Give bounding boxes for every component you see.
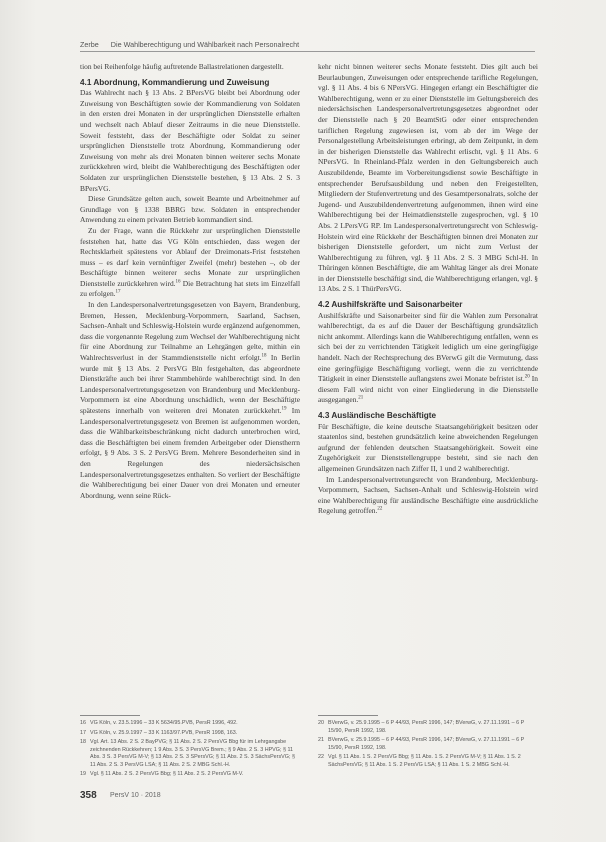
paragraph: Das Wahlrecht nach § 13 Abs. 2 BPersVG bleibt bei Abordnung oder Zuweisung von Beschäftigten sowie der Kommandierung von Soldaten in den ersten drei Monaten in der ursprünglichen Dienststelle erhalten und wechselt nach Ablauf dieser Zeitraums in die neue Dienststelle. Soweit feststeht, dass der Beschäftigte oder Soldat zu seiner ursprünglichen Dienststelle trotz Abordnung, Kommandierung oder Zuweisung von mehr als drei Monaten binnen weiterer sechs Monate zurückkehren wird, bleibt die Wahlberechtigung des Beschäftigten oder Soldaten zur ursprünglichen Dienststelle bestehen, § 13 Abs. 2 S. 3 BPersVG.	[80, 88, 300, 193]
footnote	[318, 720, 538, 735]
footnote-ref: 19	[281, 406, 287, 412]
paragraph: Für Beschäftigte, die keine deutsche Staatsangehörigkeit besitzen oder staatenlos sind, bestehen grundsätzlich keine abweichenden Regelungen aufgrund der fehlenden deutschen Staatsangehörigkeit. Soweit eine Zugehörigkeit zur Dienststellengruppe besteht, sind sie nach den allgemeinen Grundsätzen nach Ziffer II, 1 und 2 wahlberechtigt.	[318, 421, 538, 473]
running-header	[80, 40, 535, 52]
footnote-text: Vgl. Art. 13 Abs. 2 S. 2 BayPVG; § 11 Abs. 2 S. 2 PersVG Bbg für im Lehrgangsbe zeichnenden Rückkehren; 1 9 Abs. 3 S. 3 PersVG Brem.; § 9 Abs. 2 S. 3 HPVG; § 11 Abs. 3 S. 3 PersVG M-V; § 13 Abs. 2 S. 3 SPersVG; § 11 Abs. 2 S. 3 SächsPersVG; § 11 Abs. 2 S. 3 PersVG LSA; § 11 Abs. 2 S. 2 MBG Schl.-H.	[90, 739, 295, 768]
left-column	[80, 62, 300, 501]
footnote-text: Vgl. § 11 Abs. 2 S. 2 PersVG Bbg; § 11 Abs. 2 S. 2 PersVG M-V.	[90, 771, 244, 777]
right-column	[318, 62, 538, 517]
footnotes-left	[80, 720, 300, 781]
footnotes-right	[318, 720, 538, 771]
footnote-ref: 22	[377, 506, 383, 512]
paragraph	[80, 226, 300, 300]
header-author: Zerbe	[80, 40, 99, 49]
header-title: Die Wahlberechtigung und Wählbarkeit nach Personalrecht	[110, 40, 300, 49]
paragraph-text: In Berlin wurde mit § 13 Abs. 2 PersVG Bln festgehalten, das abgeordnete Dienstkräfte auch bei ihrer Stammbehörde wahlberechtigt sind. In den Landespersonalvertretungsgesetzen von Brandenburg und Mecklenburg-Vorpommern ist eine Abordnung unschädlich, wenn der Beschäftigte spätestens innerhalb von weiteren drei Monaten zurückkehrt.	[80, 353, 300, 415]
footnote-text: BVerwG, v. 25.9.1995 – 6 P 44/93, PersR 1996, 147; BVerwG, v. 27.11.1991 – 6 P 15/90, PersR 1992, 198.	[328, 737, 525, 751]
footnote-ref: 16	[175, 279, 181, 285]
paragraph: kehr nicht binnen weiterer sechs Monate feststeht. Dies gilt auch bei Beurlaubungen, Zuweisungen oder entsprechende tarifliche Regelungen, vgl. § 11 Abs. 4 bis 6 NPersVG. Hingegen erlangt ein Beschäftigter die Wahlberechtigung, wenn er zu einer Dienststelle im Geltungsbereich des niedersächsischen Landespersonalvertretungsgesetzes abgeordnet oder der Dienststelle nach § 20 BeamtStG oder einer entsprechenden tariflichen Regelung zugewiesen ist, vom ab der im Wege der Personalgestellung Arbeitsleistungen erbringt, ab dem Zeitpunkt, in dem in der bisherigen Dienststelle das Wahlrecht erlischt, vgl. § 11 Abs. 6 NPersVG. In Rheinland-Pfalz werden in den Geltungsbereich auch Auszubildende, Beamte im Vorbereitungsdienst sowie Beschäftigte in entsprechender Berufsausbildung und neben den Freigestellten, Mitgliedern der Stufenvertretung und des Gesamtpersonalrats, solche der Jugend- und Auszubildendenvertretung aufgenommen, ihnen wird eine Wahlberechtigung bei der Heimatdienststelle zugesprochen, vgl. § 10 Abs. 2 LPersVG RP. Im Landespersonalvertretungsrecht von Schleswig-Holstein wird eine Rückkehr der Beschäftigten binnen drei Monaten zur bisherigen Dienststelle gefordert, um nicht zum Verlust der Wahlberechtigung zu führen, vgl. § 11 Abs. 2 S. 3 MBG Schl-H. In Thüringen können Beschäftigte, die am Wahltag länger als drei Monate in der Dienststelle beschäftigt sind, die Wahlberechtigung erlangen, vgl. § 13 Abs. 2 S. 1 ThürPersVG.	[318, 62, 538, 294]
paragraph-text: Aushilfskräfte und Saisonarbeiter sind für die Wahlen zum Personalrat wahlberechtigt, da es auf die Dauer der Beschäftigung grundsätzlich nicht ankommt. Allerdings kann die Wahlberechtigung entfallen, wenn es sich bei der zu verrichtenden Tätigkeit lediglich um eine geringfügige handelt. Nach der Rechtsprechung des BVerwG gilt die Vermutung, dass eine geringfügige Beschäftigung vorliegt, wenn die zu verrichtende Tätigkeit in einer Dienststelle auflangstens zwei Monate befristet ist.	[318, 310, 538, 384]
footnote	[80, 720, 300, 728]
paragraph: Diese Grundsätze gelten auch, soweit Beamte und Arbeitnehmer auf Grundlage von § 1338 BBRG bzw. Soldaten in entsprechender Anwendung zu einem privaten Betrieb kommandiert sind.	[80, 194, 300, 225]
footnote	[80, 771, 300, 779]
footnote-number: 16	[80, 720, 86, 726]
paragraph-text: Die Betrachtung hat stets im Einzelfall zu erfolgen.	[80, 278, 301, 299]
section-heading: 4.3 Ausländische Beschäftigte	[318, 411, 436, 420]
footnote-ref: 17	[115, 289, 121, 295]
footnote-ref: 18	[261, 353, 267, 359]
page-number: 358	[80, 790, 97, 801]
footnote-ref: 20	[524, 374, 530, 380]
section-heading: 4.2 Aushilfskräfte und Saisonarbeiter	[318, 300, 463, 310]
journal-issue: PersV 10 · 2018	[110, 792, 161, 799]
paragraph	[318, 311, 538, 406]
footnote	[318, 737, 538, 752]
footnote-text: VG Köln, v. 25.9.1997 – 33 K 1163/97.PVB, PersR 1998, 163.	[90, 729, 238, 736]
section-heading: 4.1 Abordnung, Kommandierung und Zuweisung	[80, 77, 270, 87]
paragraph-text: Im Landespersonalvertretungsrecht von Brandenburg, Mecklenburg-Vorpommern, Sachsen, Sachsen-Anhalt und Schleswig-Holstein wird eine Wahlberechtigung für ausländische Beschäftigte eine ausdrückliche Regelung getroffen.	[318, 474, 538, 516]
footnote-separator	[80, 715, 140, 716]
footnote-text: Vgl. § 11 Abs. 1 S. 2 PersVG Bbg; § 11 Abs. 1 S. 2 PersVG M-V; § 11 Abs. 1 S. 2 SächsPersVG; § 11 Abs. 1 S. 2 PersVG LSA; § 11 Abs. 1 S. 2 MBG Schl.-H.	[328, 754, 521, 768]
paragraph	[318, 475, 538, 517]
footnote-number: 22	[318, 754, 324, 760]
footnote-number: 19	[80, 771, 86, 777]
paragraph-text: Im Landespersonalvertretungsgesetz von Bremen ist aufgenommen worden, dass die Wählbarkeitsbeschränkung nicht dadurch unterbrochen wird, dass die Beschäftigten bei einem fremden Arbeitgeber oder Dienstherrn erfolgt, § 9 Abs. 3 S. 2 PersVG Brem. Mehrere Besonderheiten sind in den Regelungen des niedersächsischen Landespersonalvertretungsgesetzes enthalten. So verliert der Beschäftigte die Wahlberechtigung bei einer Dauer von drei Monaten und erneuter Abordnung, wenn seine Rück-	[80, 406, 301, 500]
footnote-number: 20	[318, 720, 324, 726]
footnote	[318, 754, 538, 769]
paragraph-text: In diesem Fall wird nicht von einer Eingliederung in die Dienststelle ausgegangen.	[318, 374, 538, 405]
paragraph-text: Zu der Frage, wann die Rückkehr zur ursprünglichen Dienststelle feststehen hat, hatte das VG Köln entschieden, dass wegen der Rechtsklarheit spätestens vor Ablauf der Dreimonats-Frist feststehen muss – es darf kein vernünftiger Zweifel (mehr) bestehen –, ob der Beschäftigte binnen weiterer sechs Monate zur ursprünglichen Dienststelle zurückkehren wird.	[80, 225, 300, 288]
paragraph	[80, 300, 300, 501]
footnote-separator	[318, 715, 378, 716]
footnote-number: 17	[80, 729, 86, 736]
footnote-number: 18	[80, 739, 86, 745]
footnote-number: 21	[318, 737, 324, 743]
footnote	[80, 730, 300, 738]
footnote-text: BVerwG, v. 25.9.1995 – 6 P 44/93, PersR 1996, 147; BVerwG, v. 27.11.1991 – 6 P 15/90, PersR 1992, 198.	[328, 720, 525, 734]
paragraph-text: In den Landespersonalvertretungsgesetzen von Bayern, Brandenburg, Bremen, Hessen, Mecklenburg-Vorpommern, Saarland, Sachsen, Sachsen-Anhalt und Schleswig-Holstein wurde ergänzend aufgenommen, dass die vorgenannte Regelung zum Wechsel der Wahlberechtigung nicht für eine Abordnung zur Teilnahme an Lehrgängen gelte, mithin ein Wahlrechtsverlust in der Stammdienststelle nicht erfolgt.	[80, 300, 300, 363]
footnote-ref: 21	[358, 395, 364, 401]
footnote	[80, 739, 300, 769]
footnote-text: VG Köln, v. 23.5.1996 – 33 K 5634/95.PVB, PersR 1996, 492.	[90, 720, 238, 726]
paragraph: tion bei Reihenfolge häufig auftretende Ballastrelationen dargestellt.	[80, 62, 284, 71]
